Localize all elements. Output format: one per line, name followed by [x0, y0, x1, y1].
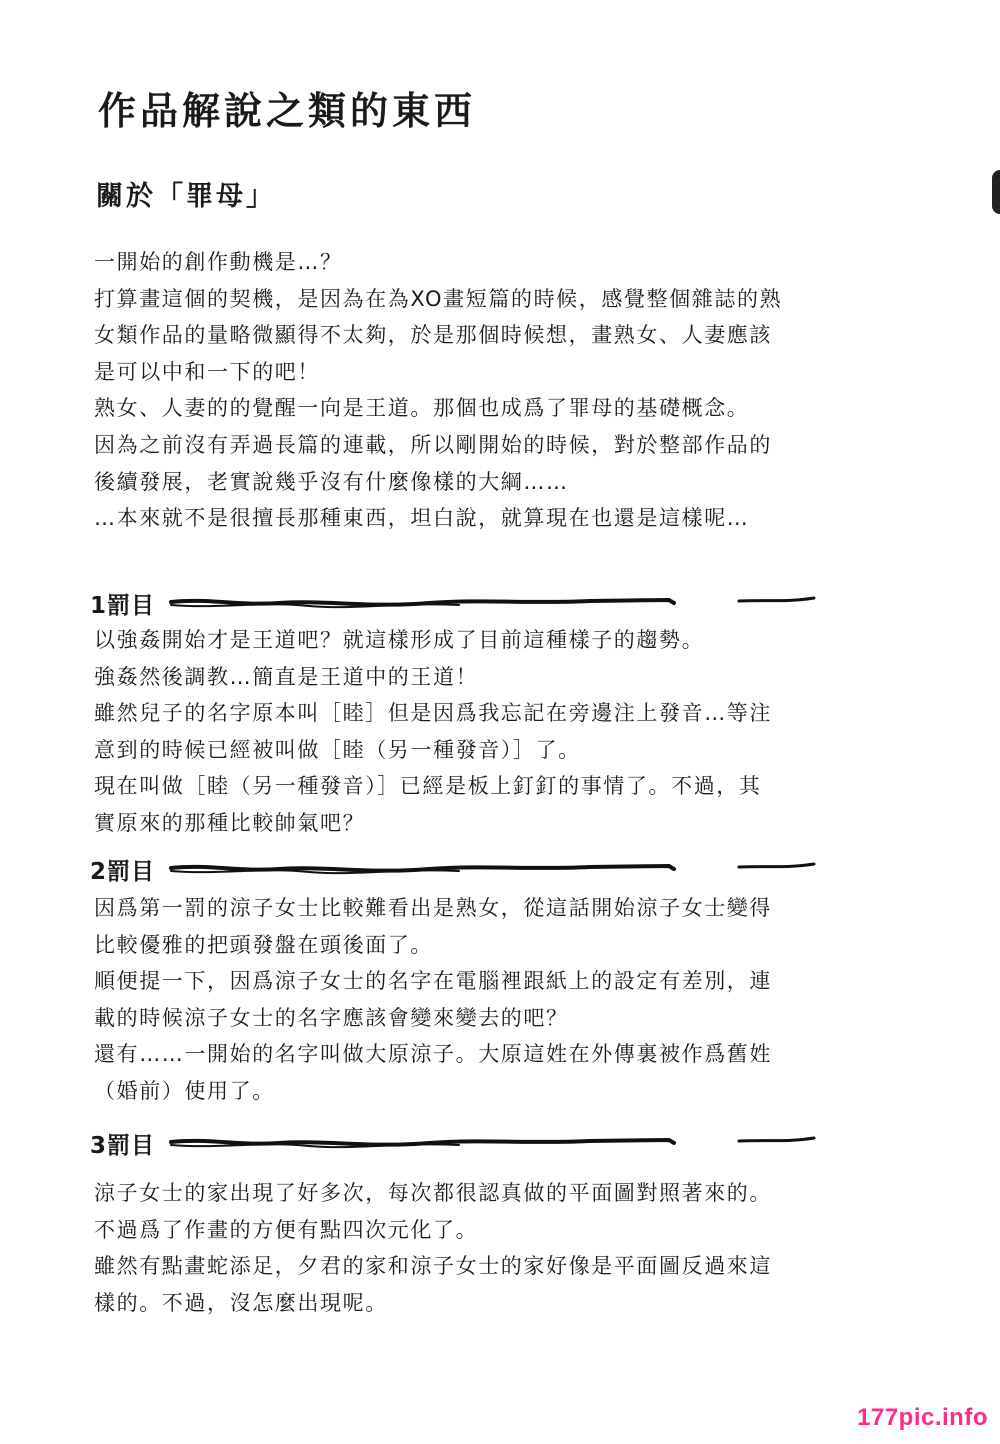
text-line: 雖然有點畫蛇添足，夕君的家和涼子女士的家好像是平面圖反過來這	[94, 1254, 772, 1279]
text-line: 還有……一開始的名字叫做大原涼子。大原這姓在外傳裏被作爲舊姓	[94, 1042, 772, 1067]
section-heading-2	[90, 852, 819, 886]
text-line: 不過爲了作畫的方便有點四次元化了。	[94, 1217, 479, 1242]
text-line: 載的時候涼子女士的名字應該會變來變去的吧？	[94, 1005, 569, 1030]
text-line: 因為之前沒有弄過長篇的連載，所以剛開始的時候，對於整部作品的	[94, 432, 772, 457]
text-line: 因爲第一罰的涼子女士比較難看出是熟女，從這話開始涼子女士變得	[94, 896, 772, 920]
page-title: 作品解說之類的東西	[98, 89, 477, 133]
section-1-paragraph	[94, 622, 772, 842]
intro-paragraph	[94, 244, 782, 537]
section-label: 2罰目	[90, 858, 156, 885]
text-line: 一開始的創作動機是…？	[94, 250, 343, 274]
text-line: 是可以中和一下的吧！	[94, 359, 320, 384]
brush-stroke-divider	[169, 858, 819, 880]
section-2-paragraph	[94, 890, 772, 1110]
text-line: 打算畫這個的契機，是因為在為XO畫短篇的時候，感覺整個雜誌的熟	[94, 286, 783, 311]
text-line: （婚前）使用了。	[94, 1078, 275, 1103]
text-line: 意到的時候已經被叫做［睦（另一種發音）］了。	[94, 737, 581, 762]
text-line: 順便提一下，因爲涼子女士的名字在電腦裡跟紙上的設定有差別，連	[94, 969, 772, 994]
page-edge-mark	[992, 170, 1000, 214]
page-subtitle: 關於「罪母」	[96, 181, 276, 212]
brush-stroke-divider	[169, 1132, 819, 1154]
section-label: 1罰目	[90, 592, 156, 619]
section-label: 3罰目	[90, 1132, 156, 1159]
text-line: 雖然兒子的名字原本叫［睦］但是因爲我忘記在旁邊注上發音…等注	[94, 701, 772, 726]
text-line: 後續發展，老實說幾乎沒有什麼像樣的大綱……	[94, 469, 569, 494]
text-line: 現在叫做［睦（另一種發音）］已經是板上釘釘的事情了。不過，其	[94, 774, 762, 799]
text-line: 女類作品的量略微顯得不太夠，於是那個時候想，畫熟女、人妻應該	[94, 323, 772, 348]
section-heading-1	[90, 586, 819, 620]
text-line: 強姦然後調教…簡直是王道中的王道！	[94, 664, 479, 689]
text-line: 熟女、人妻的的覺醒一向是王道。那個也成爲了罪母的基礎概念。	[94, 396, 750, 421]
text-line: 實原來的那種比較帥氣吧？	[94, 810, 366, 835]
text-line: 涼子女士的家出現了好多次，每次都很認真做的平面圖對照著來的。	[94, 1181, 772, 1205]
brush-stroke-divider	[169, 592, 819, 614]
text-line: 比較優雅的把頭發盤在頭後面了。	[94, 932, 433, 957]
watermark-text: 177pic.info	[857, 1404, 988, 1431]
text-line: 以強姦開始才是王道吧？就這樣形成了目前這種樣子的趨勢。	[94, 628, 705, 652]
text-line: …本來就不是很擅長那種東西，坦白說，就算現在也還是這樣呢…	[94, 506, 750, 531]
section-3-paragraph	[94, 1175, 772, 1321]
text-line: 樣的。不過，沒怎麼出現呢。	[94, 1290, 388, 1315]
section-heading-3	[90, 1126, 819, 1160]
